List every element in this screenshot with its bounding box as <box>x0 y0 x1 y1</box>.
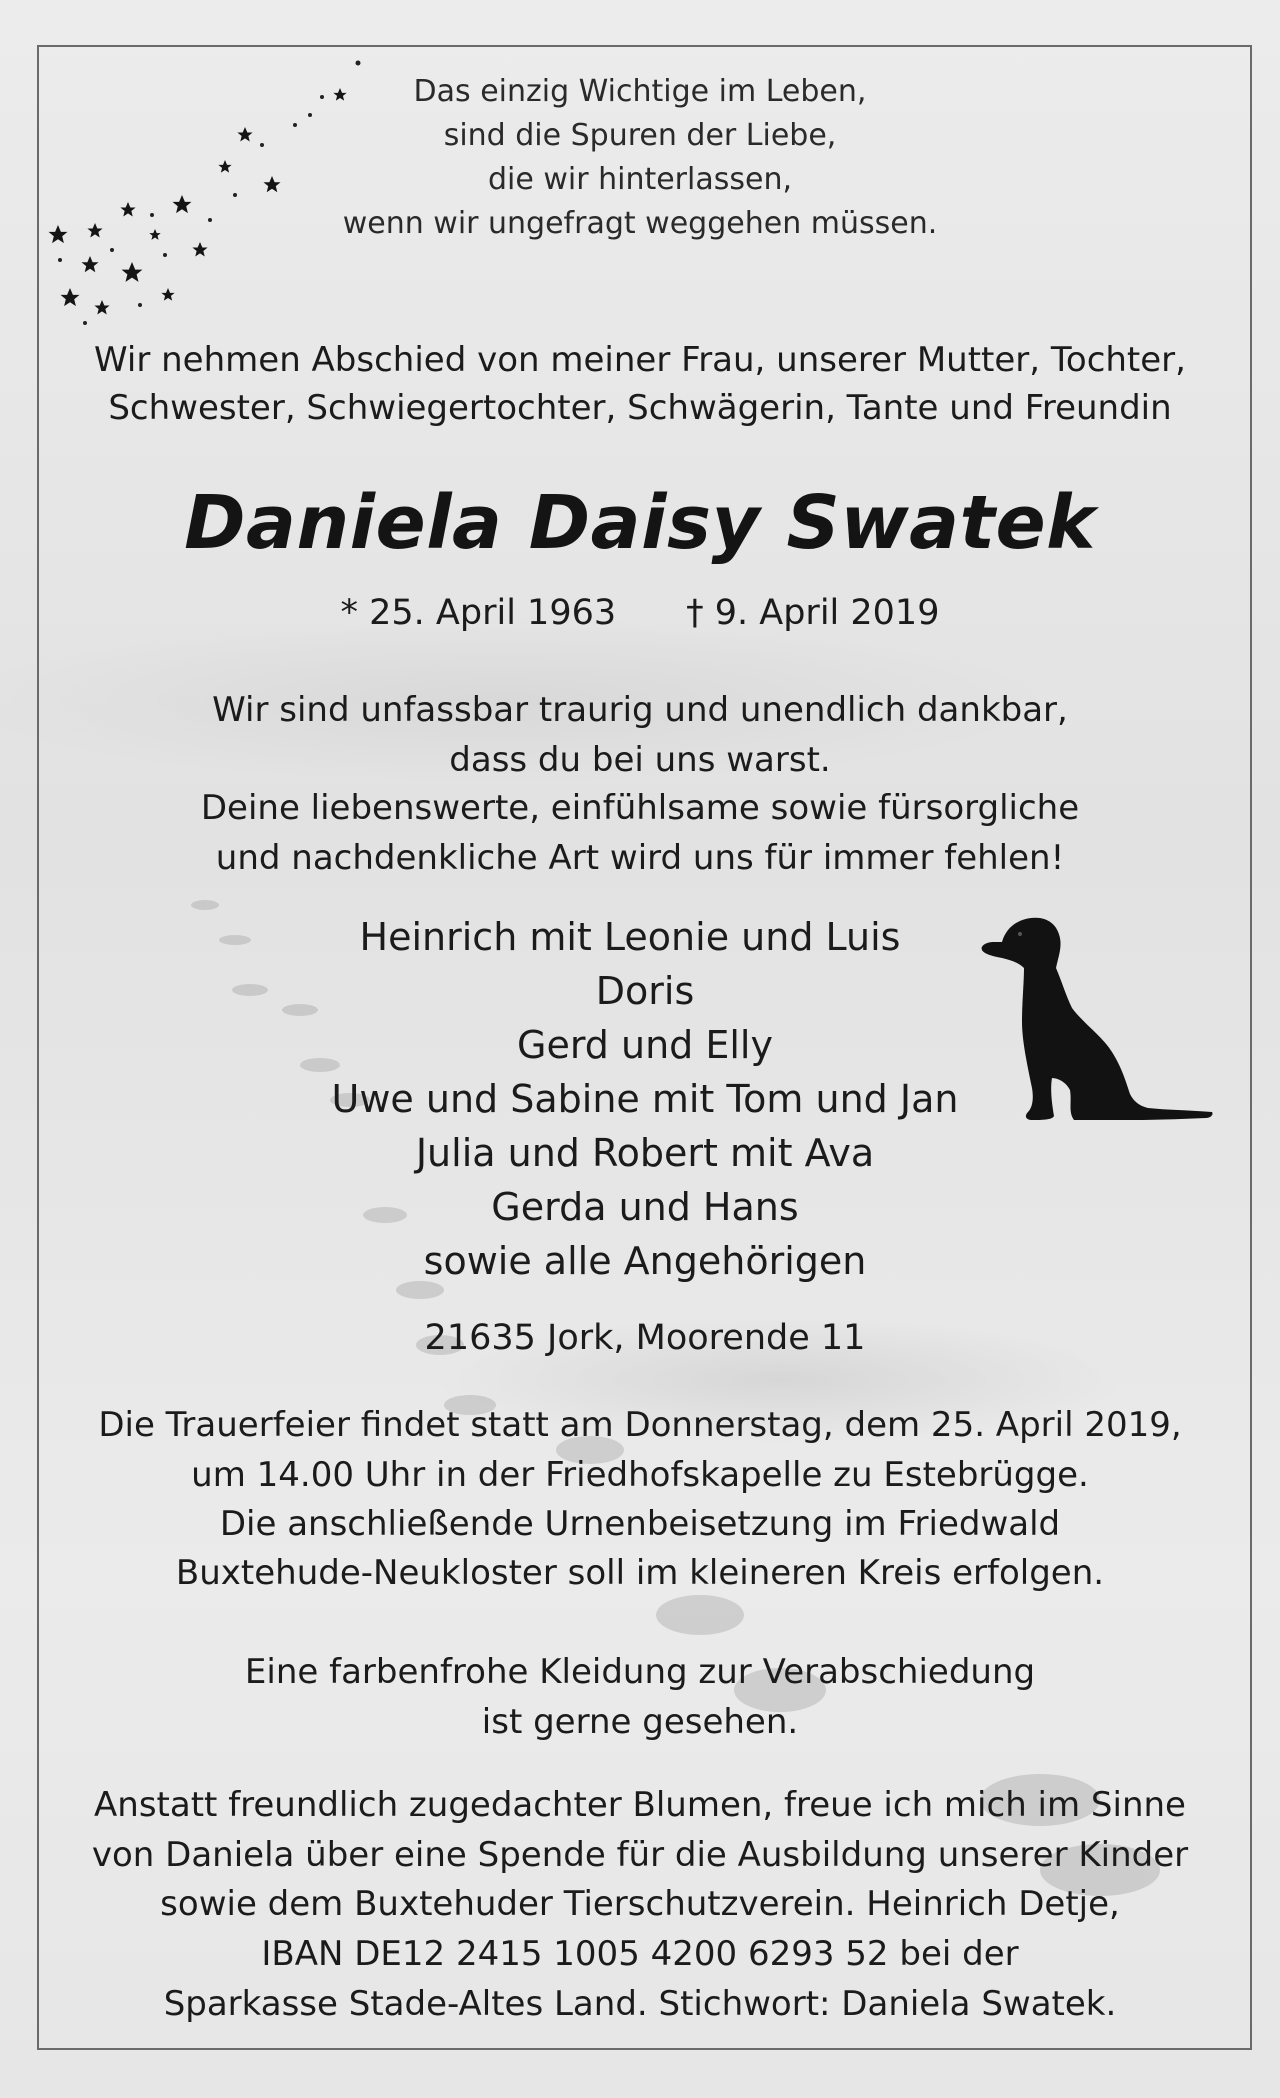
motto-line: die wir hinterlassen, <box>487 162 792 197</box>
motto-line: Das einzig Wichtige im Leben, <box>413 74 867 109</box>
family-member: Gerda und Hans <box>491 1185 799 1229</box>
family-member: Julia und Robert mit Ava <box>415 1131 875 1175</box>
intro-line: Wir nehmen Abschied von meiner Frau, unserer Mutter, Tochter, <box>94 340 1186 380</box>
motto-line: sind die Spuren der Liebe, <box>443 118 837 153</box>
ceremony-line: Buxtehude-Neukloster soll im kleineren Kreis erfolgen. <box>175 1553 1105 1593</box>
deceased-name: Daniela Daisy Swatek <box>184 480 1096 566</box>
life-dates <box>0 593 1280 633</box>
ceremony-line: Die anschließende Urnenbeisetzung im Friedwald <box>219 1504 1061 1544</box>
birth-date: * 25. April 1963 <box>340 593 617 633</box>
family-member: Doris <box>595 969 695 1013</box>
donation-line: von Daniela über eine Spende für die Ausbildung unserer Kinder <box>91 1835 1189 1875</box>
donation-line: IBAN DE12 2415 1005 4200 6293 52 bei der <box>261 1934 1019 1974</box>
ceremony-line: Die Trauerfeier findet statt am Donnerstag, dem 25. April 2019, <box>98 1405 1182 1445</box>
donation-line: Sparkasse Stade-Altes Land. Stichwort: Daniela Swatek. <box>163 1984 1117 2024</box>
tribute-line: Deine liebenswerte, einfühlsame sowie fürsorgliche <box>200 788 1080 828</box>
donation-line: sowie dem Buxtehuder Tierschutzverein. Heinrich Detje, <box>160 1884 1120 1924</box>
family-member: Gerd und Elly <box>517 1023 773 1067</box>
donation-line: Anstatt freundlich zugedachter Blumen, freue ich mich im Sinne <box>94 1785 1186 1825</box>
address: 21635 Jork, Moorende 11 <box>424 1318 866 1358</box>
death-date: † 9. April 2019 <box>686 593 940 633</box>
dresscode-line: ist gerne gesehen. <box>481 1702 799 1742</box>
family-member: Heinrich mit Leonie und Luis <box>359 915 901 959</box>
tribute-line: und nachdenkliche Art wird uns für immer fehlen! <box>215 838 1065 878</box>
tribute-line: dass du bei uns warst. <box>449 740 831 780</box>
motto-line: wenn wir ungefragt weggehen müssen. <box>342 206 938 241</box>
family-member: Uwe und Sabine mit Tom und Jan <box>331 1077 959 1121</box>
ceremony-line: um 14.00 Uhr in der Friedhofskapelle zu Estebrügge. <box>191 1455 1089 1495</box>
family-member: sowie alle Angehörigen <box>423 1239 867 1283</box>
tribute-line: Wir sind unfassbar traurig und unendlich dankbar, <box>212 690 1068 730</box>
dresscode-line: Eine farbenfrohe Kleidung zur Verabschiedung <box>244 1652 1036 1692</box>
intro-line: Schwester, Schwiegertochter, Schwägerin, Tante und Freundin <box>108 388 1172 428</box>
